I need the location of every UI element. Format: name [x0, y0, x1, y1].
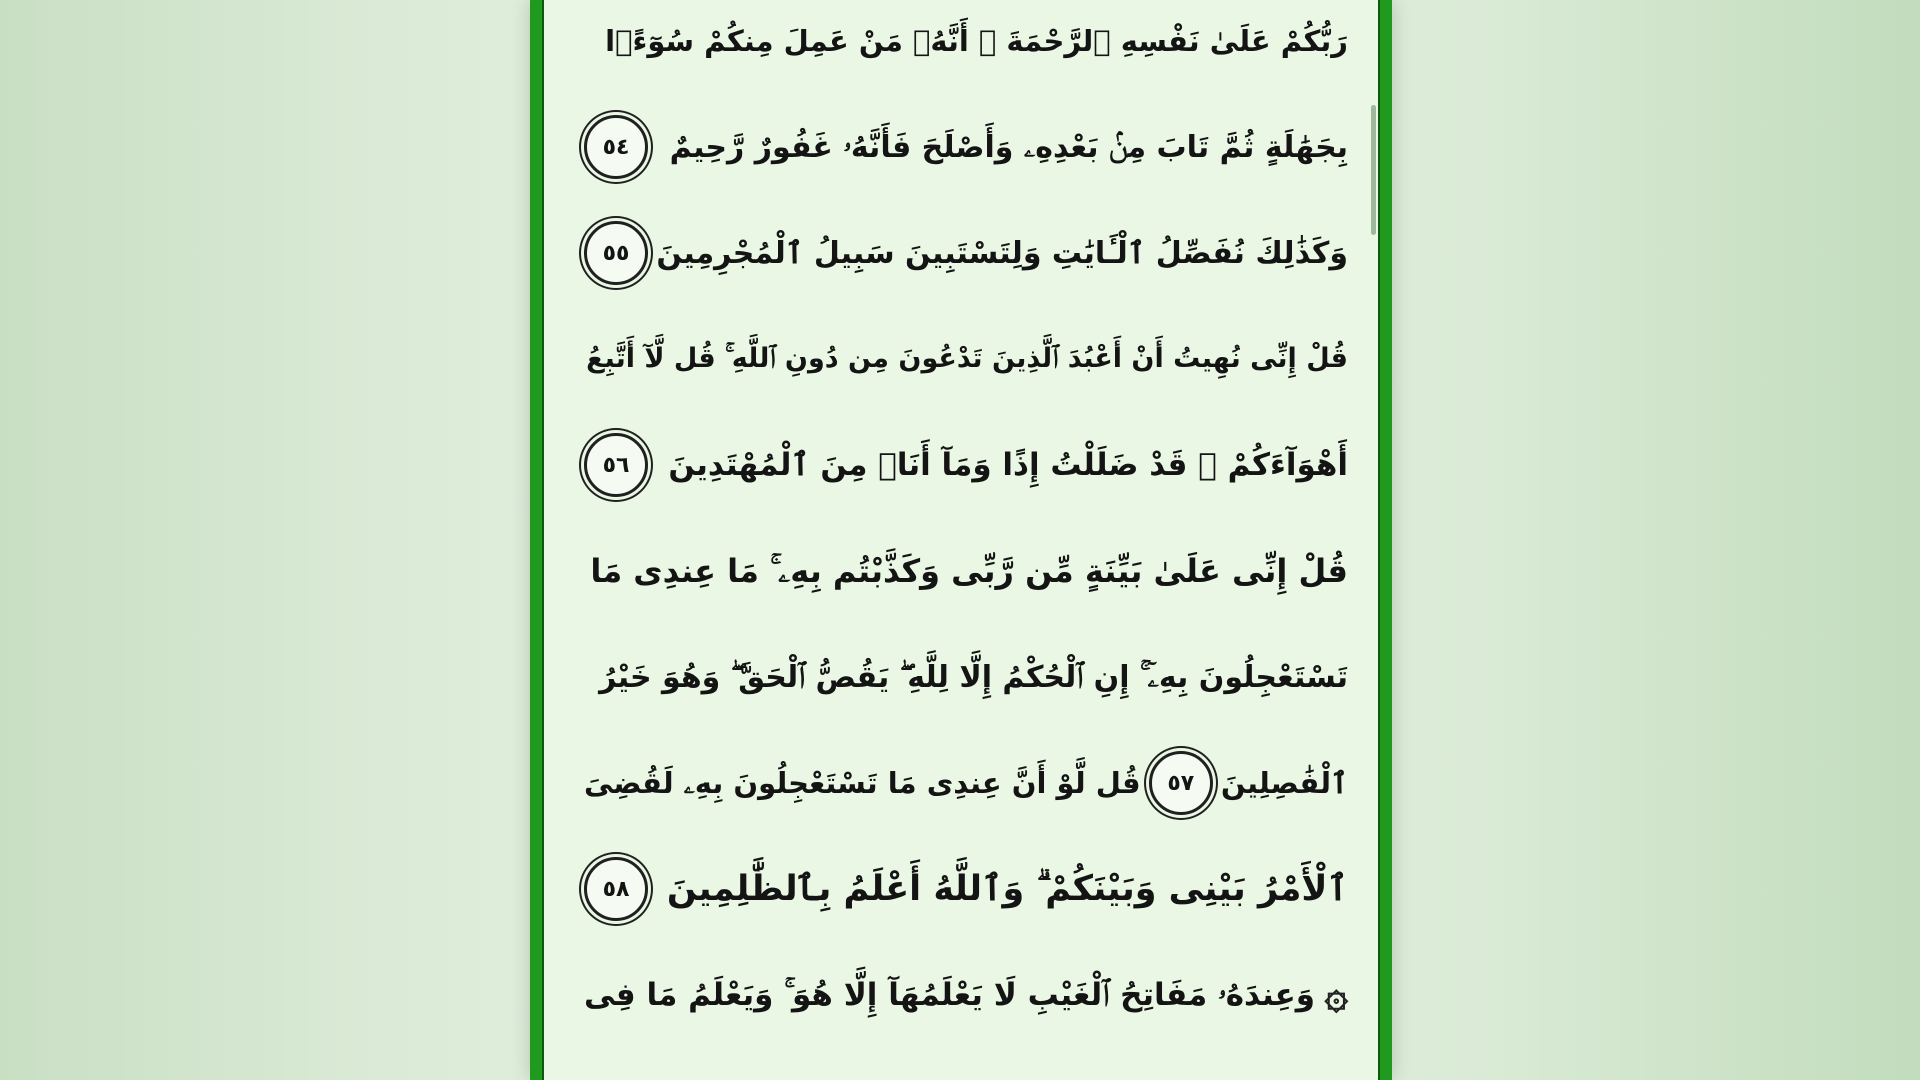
hizb-marker-icon: ۞ — [1324, 972, 1348, 1018]
verse-line-4 — [584, 306, 1348, 412]
ayah-number-54: ٥٤ — [584, 115, 648, 179]
verse-line-5 — [584, 412, 1348, 518]
verse-text: أَهْوَآءَكُمْ ۙ قَدْ ضَلَلْتُ إِذًا وَمَآ أَنَا۠ مِنَ ٱلْمُهْتَدِينَ — [668, 447, 1348, 483]
verse-lines — [584, 0, 1348, 1080]
verse-line-3 — [584, 200, 1348, 306]
verse-text: وَكَذَٰلِكَ نُفَصِّلُ ٱلْـَٔايَٰتِ وَلِتَسْتَبِينَ سَبِيلُ ٱلْمُجْرِمِينَ — [656, 235, 1348, 271]
verse-text: وَعِندَهُۥ مَفَاتِحُ ٱلْغَيْبِ لَا يَعْلَمُهَآ إِلَّا هُوَ ۚ وَيَعْلَمُ مَا فِى — [584, 976, 1316, 1013]
verse-line-2 — [584, 94, 1348, 200]
verse-line-10 — [584, 942, 1348, 1048]
verse-text: ٱلْفَٰصِلِينَ — [1220, 766, 1348, 800]
verse-text: تَسْتَعْجِلُونَ بِهِۦٓ ۚ إِنِ ٱلْحُكْمُ إِلَّا لِلَّهِ ۖ يَقُصُّ ٱلْحَقَّ ۖ وَهُوَ خَيْرُ — [599, 659, 1348, 695]
ayah-number-57: ٥٧ — [1149, 751, 1213, 815]
verse-text-continued: قُل لَّوْ أَنَّ عِندِى مَا تَسْتَعْجِلُونَ بِهِۦ لَقُضِىَ — [584, 765, 1141, 800]
mushaf-page-frame — [530, 0, 1392, 1080]
verse-text: قُلْ إِنِّى عَلَىٰ بَيِّنَةٍ مِّن رَّبِّى وَكَذَّبْتُم بِهِۦ ۚ مَا عِندِى مَا — [590, 551, 1348, 590]
verse-line-1 — [584, 0, 1348, 94]
verse-line-9 — [584, 836, 1348, 942]
ayah-number-55: ٥٥ — [584, 221, 648, 285]
ayah-number-56: ٥٦ — [584, 433, 648, 497]
scrollbar-thumb[interactable] — [1371, 105, 1376, 235]
verse-line-6 — [584, 518, 1348, 624]
mushaf-page[interactable] — [542, 0, 1380, 1080]
ayah-number-58: ٥٨ — [584, 857, 648, 921]
verse-text: بِجَهَٰلَةٍ ثُمَّ تَابَ مِنۢ بَعْدِهِۦ وَأَصْلَحَ فَأَنَّهُۥ غَفُورٌ رَّحِيمٌ — [669, 129, 1348, 165]
verse-text: ٱلْأَمْرُ بَيْنِى وَبَيْنَكُمْ ۗ وَٱللَّهُ أَعْلَمُ بِٱلظَّٰلِمِينَ — [666, 869, 1348, 909]
verse-line-7 — [584, 624, 1348, 730]
verse-text: رَبُّكُمْ عَلَىٰ نَفْسِهِ ٱلرَّحْمَةَ ۖ أَنَّهُۥ مَنْ عَمِلَ مِنكُمْ سُوٓءًۢا — [605, 24, 1348, 58]
verse-text: قُلْ إِنِّى نُهِيتُ أَنْ أَعْبُدَ ٱلَّذِينَ تَدْعُونَ مِن دُونِ ٱللَّهِ ۚ قُل لَّآ أَتَّبِعُ — [586, 343, 1348, 374]
verse-line-8 — [584, 730, 1348, 836]
